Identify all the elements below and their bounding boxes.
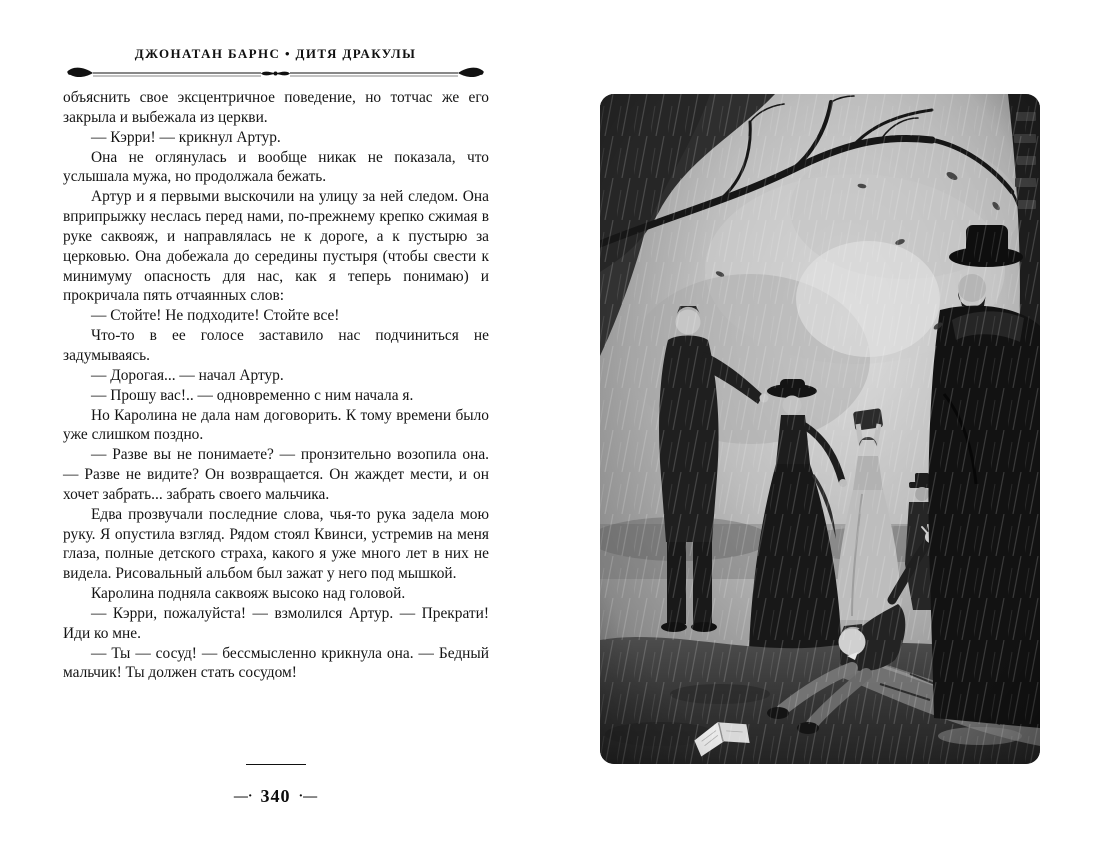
page-number-ornament-right: ·— — [298, 789, 318, 804]
paragraph: Едва прозвучали последние слова, чья-то рука задела мою руку. Я опустила взгляд. Рядом стоял Квинси, устремив на меня глаза, полные детского страха, какого я уже много лет в них не видела. Рисовальный альбом был зажат у него под мышкой. — [63, 505, 489, 583]
page-number — [63, 786, 488, 807]
paragraph: Каролина подняла саквояж высоко над головой. — [91, 585, 406, 603]
illustration-artwork — [600, 94, 1040, 764]
paragraph: — Ты — сосуд! — бессмысленно крикнула она. — Бедный мальчик! Ты должен стать сосудом! — [63, 644, 489, 682]
paragraph: — Прошу вас!.. — одновременно с ним начала я. — [91, 386, 414, 404]
paragraph: — Кэрри, пожалуйста! — взмолился Артур. — Прекрати! Иди ко мне. — [63, 604, 489, 642]
paragraph: Но Каролина не дала нам договорить. К тому времени было уже слишком поздно. — [63, 406, 489, 444]
running-header: ДЖОНАТАН БАРНС • ДИТЯ ДРАКУЛЫ — [134, 46, 417, 61]
header-ornament-divider — [63, 64, 488, 82]
paragraph: — Дорогая... — начал Артур. — [91, 366, 284, 384]
paragraph: Она не оглянулась и вообще никак не показала, что услышала мужа, но продолжала бежать. — [63, 148, 489, 186]
page-number-ornament-left: —· — [233, 789, 253, 804]
paragraph: объяснить свое эксцентричное поведение, но тотчас же его закрыла и выбежала из церкви. — [63, 89, 489, 126]
book-illustration — [600, 94, 1040, 764]
page-number-value: 340 — [260, 786, 291, 806]
body-text — [63, 88, 489, 683]
paragraph: — Кэрри! — крикнул Артур. — [91, 128, 281, 146]
paragraph: — Разве вы не понимаете? — пронзительно возопила она. — Разве не видите? Он возвращается. Он жаждет мести, и он хочет забрать... забрать своего мальчика. — [63, 446, 489, 503]
paragraph: Артур и я первыми выскочили на улицу за ней следом. Она вприпрыжку неслась перед нами, по-прежнему крепко сжимая в руке саквояж, и направлялась не к дороге, а к пустырю за церковью. Она добежала до середины пустыря (чтобы свести к минимуму опасность для нас, как я теперь понимаю) и прокричала пять отчаянных слов: — [63, 188, 489, 305]
paragraph: Что-то в ее голосе заставило нас подчиниться не задумываясь. — [63, 327, 489, 364]
paragraph: — Стойте! Не подходите! Стойте все! — [91, 307, 340, 325]
scene-break-divider — [246, 764, 306, 765]
